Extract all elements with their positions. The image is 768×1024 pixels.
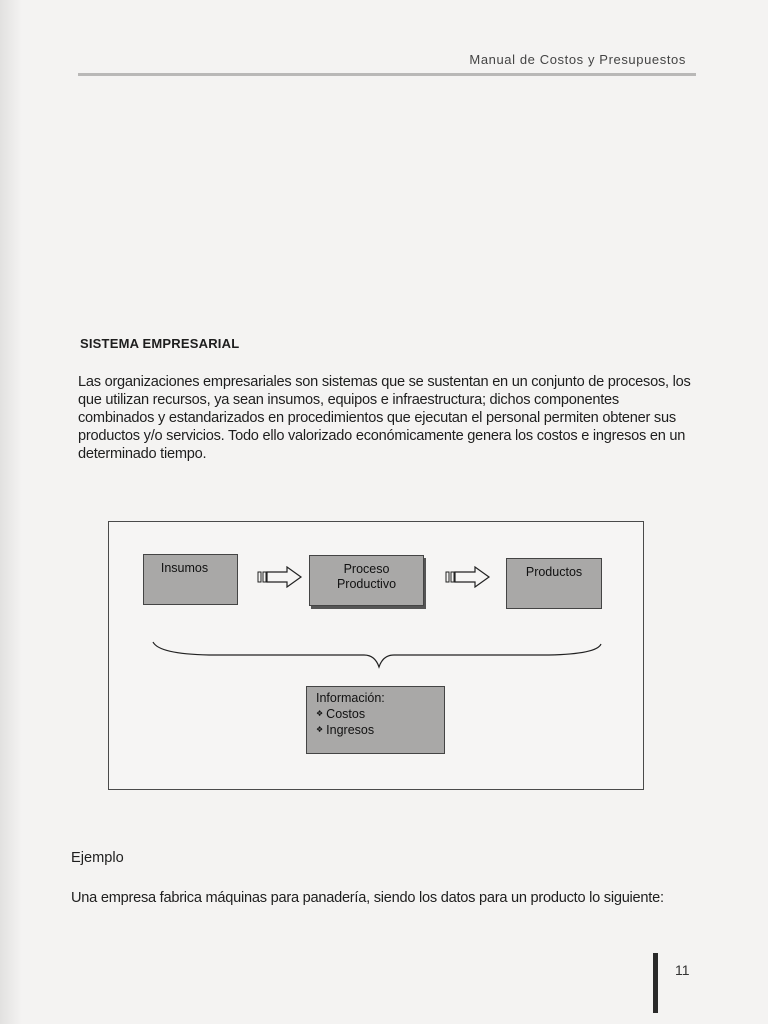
proceso-productivo-box <box>309 555 424 606</box>
diamond-bullet-icon: ❖ <box>316 725 324 734</box>
header-rule <box>78 73 696 76</box>
example-text: Una empresa fabrica máquinas para panadería, siendo los datos para un producto lo siguiente: <box>71 890 664 906</box>
productos-label: Productos <box>525 565 583 579</box>
ingresos-label: Ingresos <box>326 723 375 737</box>
example-label: Ejemplo <box>71 850 124 866</box>
page-edge-shadow <box>0 0 22 1024</box>
insumos-box <box>143 554 238 605</box>
insumos-label: Insumos <box>160 561 209 575</box>
productos-box <box>506 558 602 609</box>
informacion-box <box>306 686 445 754</box>
page-number: 11 <box>675 962 690 978</box>
informacion-title: Información: <box>316 691 385 705</box>
arrow-right-icon <box>445 566 491 588</box>
diamond-bullet-icon: ❖ <box>316 709 324 718</box>
arrow-right-icon <box>257 566 303 588</box>
productivo-label: Productivo <box>336 577 397 591</box>
section-title: SISTEMA EMPRESARIAL <box>80 336 240 351</box>
proceso-label: Proceso <box>343 562 390 576</box>
costos-label: Costos <box>326 707 366 721</box>
intro-paragraph: Las organizaciones empresariales son sistemas que se sustentan en un conjunto de procesos, los que utilizan recursos, ya sean insumos, equipos e infraestructura; dichos componentes combinados y estandarizados en procedimientos que ejecutan el personal permiten obtener sus productos y/o servicios. Todo ello valorizado económicamente genera los costos e ingresos en un determinado tiempo. <box>78 374 691 462</box>
info-item-ingresos <box>316 722 444 738</box>
grouping-brace <box>149 640 604 670</box>
info-item-costos <box>316 706 444 722</box>
running-header: Manual de Costos y Presupuestos <box>469 52 686 67</box>
business-system-diagram <box>108 521 644 790</box>
page-number-bar <box>653 953 658 1013</box>
